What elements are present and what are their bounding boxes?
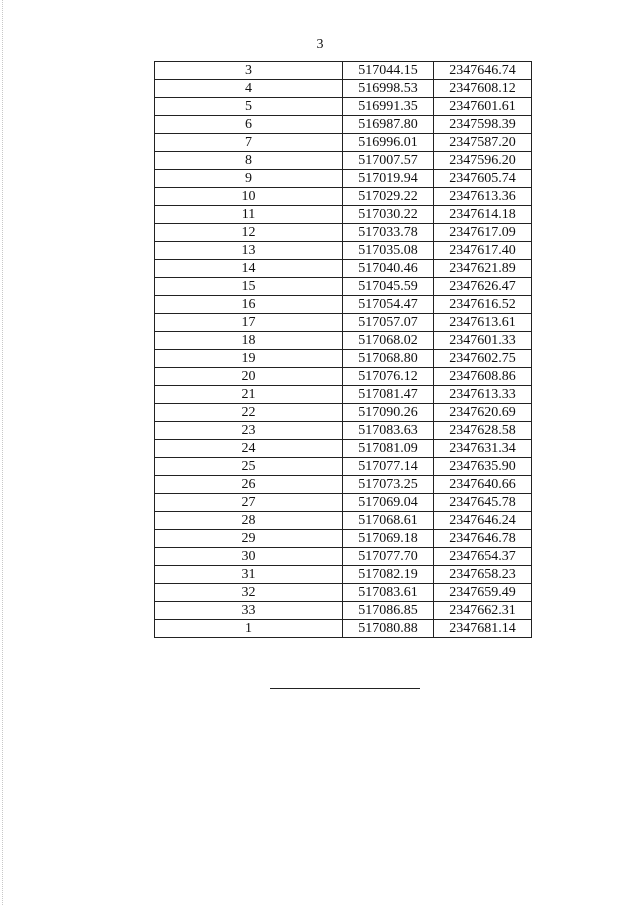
y-coordinate-cell: 2347645.78 bbox=[434, 494, 532, 512]
y-coordinate-cell: 2347613.36 bbox=[434, 188, 532, 206]
y-coordinate-cell: 2347614.18 bbox=[434, 206, 532, 224]
y-coordinate-cell: 2347681.14 bbox=[434, 620, 532, 638]
x-coordinate-cell: 517030.22 bbox=[343, 206, 434, 224]
point-number-cell: 32 bbox=[155, 584, 343, 602]
y-coordinate-cell: 2347621.89 bbox=[434, 260, 532, 278]
x-coordinate-cell: 517033.78 bbox=[343, 224, 434, 242]
y-coordinate-cell: 2347617.40 bbox=[434, 242, 532, 260]
y-coordinate-cell: 2347608.86 bbox=[434, 368, 532, 386]
table-row bbox=[155, 98, 532, 116]
page-number: 3 bbox=[316, 37, 324, 52]
table-row bbox=[155, 80, 532, 98]
x-coordinate-cell: 517077.70 bbox=[343, 548, 434, 566]
y-coordinate-cell: 2347601.61 bbox=[434, 98, 532, 116]
table-row bbox=[155, 440, 532, 458]
x-coordinate-cell: 517069.18 bbox=[343, 530, 434, 548]
y-coordinate-cell: 2347602.75 bbox=[434, 350, 532, 368]
point-number-cell: 10 bbox=[155, 188, 343, 206]
x-coordinate-cell: 517076.12 bbox=[343, 368, 434, 386]
point-number-cell: 25 bbox=[155, 458, 343, 476]
x-coordinate-cell: 517057.07 bbox=[343, 314, 434, 332]
x-coordinate-cell: 516987.80 bbox=[343, 116, 434, 134]
point-number-cell: 4 bbox=[155, 80, 343, 98]
point-number-cell: 31 bbox=[155, 566, 343, 584]
y-coordinate-cell: 2347640.66 bbox=[434, 476, 532, 494]
x-coordinate-cell: 517044.15 bbox=[343, 62, 434, 80]
table-row bbox=[155, 242, 532, 260]
point-number-cell: 23 bbox=[155, 422, 343, 440]
y-coordinate-cell: 2347662.31 bbox=[434, 602, 532, 620]
table-row bbox=[155, 620, 532, 638]
y-coordinate-cell: 2347587.20 bbox=[434, 134, 532, 152]
y-coordinate-cell: 2347616.52 bbox=[434, 296, 532, 314]
x-coordinate-cell: 517083.61 bbox=[343, 584, 434, 602]
x-coordinate-cell: 517080.88 bbox=[343, 620, 434, 638]
table-row bbox=[155, 548, 532, 566]
y-coordinate-cell: 2347658.23 bbox=[434, 566, 532, 584]
y-coordinate-cell: 2347613.61 bbox=[434, 314, 532, 332]
y-coordinate-cell: 2347635.90 bbox=[434, 458, 532, 476]
table-row bbox=[155, 278, 532, 296]
y-coordinate-cell: 2347617.09 bbox=[434, 224, 532, 242]
coordinates-table-body bbox=[155, 62, 532, 638]
point-number-cell: 14 bbox=[155, 260, 343, 278]
table-row bbox=[155, 476, 532, 494]
point-number-cell: 13 bbox=[155, 242, 343, 260]
y-coordinate-cell: 2347654.37 bbox=[434, 548, 532, 566]
x-coordinate-cell: 517068.02 bbox=[343, 332, 434, 350]
point-number-cell: 1 bbox=[155, 620, 343, 638]
point-number-cell: 8 bbox=[155, 152, 343, 170]
y-coordinate-cell: 2347608.12 bbox=[434, 80, 532, 98]
point-number-cell: 20 bbox=[155, 368, 343, 386]
scan-edge-line bbox=[2, 0, 3, 905]
x-coordinate-cell: 516998.53 bbox=[343, 80, 434, 98]
table-row bbox=[155, 530, 532, 548]
point-number-cell: 11 bbox=[155, 206, 343, 224]
x-coordinate-cell: 517045.59 bbox=[343, 278, 434, 296]
table-row bbox=[155, 566, 532, 584]
table-row bbox=[155, 188, 532, 206]
table-row bbox=[155, 494, 532, 512]
x-coordinate-cell: 517083.63 bbox=[343, 422, 434, 440]
x-coordinate-cell: 516991.35 bbox=[343, 98, 434, 116]
point-number-cell: 3 bbox=[155, 62, 343, 80]
table-row bbox=[155, 332, 532, 350]
point-number-cell: 17 bbox=[155, 314, 343, 332]
table-row bbox=[155, 296, 532, 314]
end-of-document-rule bbox=[270, 688, 420, 689]
y-coordinate-cell: 2347596.20 bbox=[434, 152, 532, 170]
y-coordinate-cell: 2347605.74 bbox=[434, 170, 532, 188]
table-row bbox=[155, 206, 532, 224]
table-row bbox=[155, 350, 532, 368]
point-number-cell: 18 bbox=[155, 332, 343, 350]
point-number-cell: 21 bbox=[155, 386, 343, 404]
point-number-cell: 16 bbox=[155, 296, 343, 314]
y-coordinate-cell: 2347613.33 bbox=[434, 386, 532, 404]
table-row bbox=[155, 134, 532, 152]
x-coordinate-cell: 517069.04 bbox=[343, 494, 434, 512]
table-row bbox=[155, 404, 532, 422]
point-number-cell: 15 bbox=[155, 278, 343, 296]
x-coordinate-cell: 517073.25 bbox=[343, 476, 434, 494]
table-row bbox=[155, 458, 532, 476]
point-number-cell: 6 bbox=[155, 116, 343, 134]
y-coordinate-cell: 2347646.74 bbox=[434, 62, 532, 80]
table-row bbox=[155, 602, 532, 620]
x-coordinate-cell: 517090.26 bbox=[343, 404, 434, 422]
table-row bbox=[155, 368, 532, 386]
point-number-cell: 5 bbox=[155, 98, 343, 116]
point-number-cell: 33 bbox=[155, 602, 343, 620]
x-coordinate-cell: 517082.19 bbox=[343, 566, 434, 584]
table-row bbox=[155, 512, 532, 530]
y-coordinate-cell: 2347646.24 bbox=[434, 512, 532, 530]
y-coordinate-cell: 2347598.39 bbox=[434, 116, 532, 134]
point-number-cell: 28 bbox=[155, 512, 343, 530]
x-coordinate-cell: 516996.01 bbox=[343, 134, 434, 152]
x-coordinate-cell: 517077.14 bbox=[343, 458, 434, 476]
table-row bbox=[155, 260, 532, 278]
x-coordinate-cell: 517040.46 bbox=[343, 260, 434, 278]
point-number-cell: 12 bbox=[155, 224, 343, 242]
x-coordinate-cell: 517054.47 bbox=[343, 296, 434, 314]
y-coordinate-cell: 2347601.33 bbox=[434, 332, 532, 350]
y-coordinate-cell: 2347659.49 bbox=[434, 584, 532, 602]
table-row bbox=[155, 170, 532, 188]
table-row bbox=[155, 422, 532, 440]
y-coordinate-cell: 2347628.58 bbox=[434, 422, 532, 440]
x-coordinate-cell: 517086.85 bbox=[343, 602, 434, 620]
x-coordinate-cell: 517029.22 bbox=[343, 188, 434, 206]
x-coordinate-cell: 517007.57 bbox=[343, 152, 434, 170]
x-coordinate-cell: 517068.80 bbox=[343, 350, 434, 368]
x-coordinate-cell: 517035.08 bbox=[343, 242, 434, 260]
table-row bbox=[155, 152, 532, 170]
table-row bbox=[155, 386, 532, 404]
point-number-cell: 29 bbox=[155, 530, 343, 548]
point-number-cell: 19 bbox=[155, 350, 343, 368]
x-coordinate-cell: 517019.94 bbox=[343, 170, 434, 188]
point-number-cell: 30 bbox=[155, 548, 343, 566]
x-coordinate-cell: 517081.47 bbox=[343, 386, 434, 404]
y-coordinate-cell: 2347620.69 bbox=[434, 404, 532, 422]
x-coordinate-cell: 517081.09 bbox=[343, 440, 434, 458]
table-row bbox=[155, 224, 532, 242]
point-number-cell: 24 bbox=[155, 440, 343, 458]
x-coordinate-cell: 517068.61 bbox=[343, 512, 434, 530]
coordinates-table bbox=[154, 61, 532, 638]
y-coordinate-cell: 2347626.47 bbox=[434, 278, 532, 296]
point-number-cell: 22 bbox=[155, 404, 343, 422]
y-coordinate-cell: 2347631.34 bbox=[434, 440, 532, 458]
y-coordinate-cell: 2347646.78 bbox=[434, 530, 532, 548]
table-row bbox=[155, 116, 532, 134]
point-number-cell: 9 bbox=[155, 170, 343, 188]
point-number-cell: 26 bbox=[155, 476, 343, 494]
point-number-cell: 7 bbox=[155, 134, 343, 152]
point-number-cell: 27 bbox=[155, 494, 343, 512]
table-row bbox=[155, 62, 532, 80]
table-row bbox=[155, 314, 532, 332]
table-row bbox=[155, 584, 532, 602]
